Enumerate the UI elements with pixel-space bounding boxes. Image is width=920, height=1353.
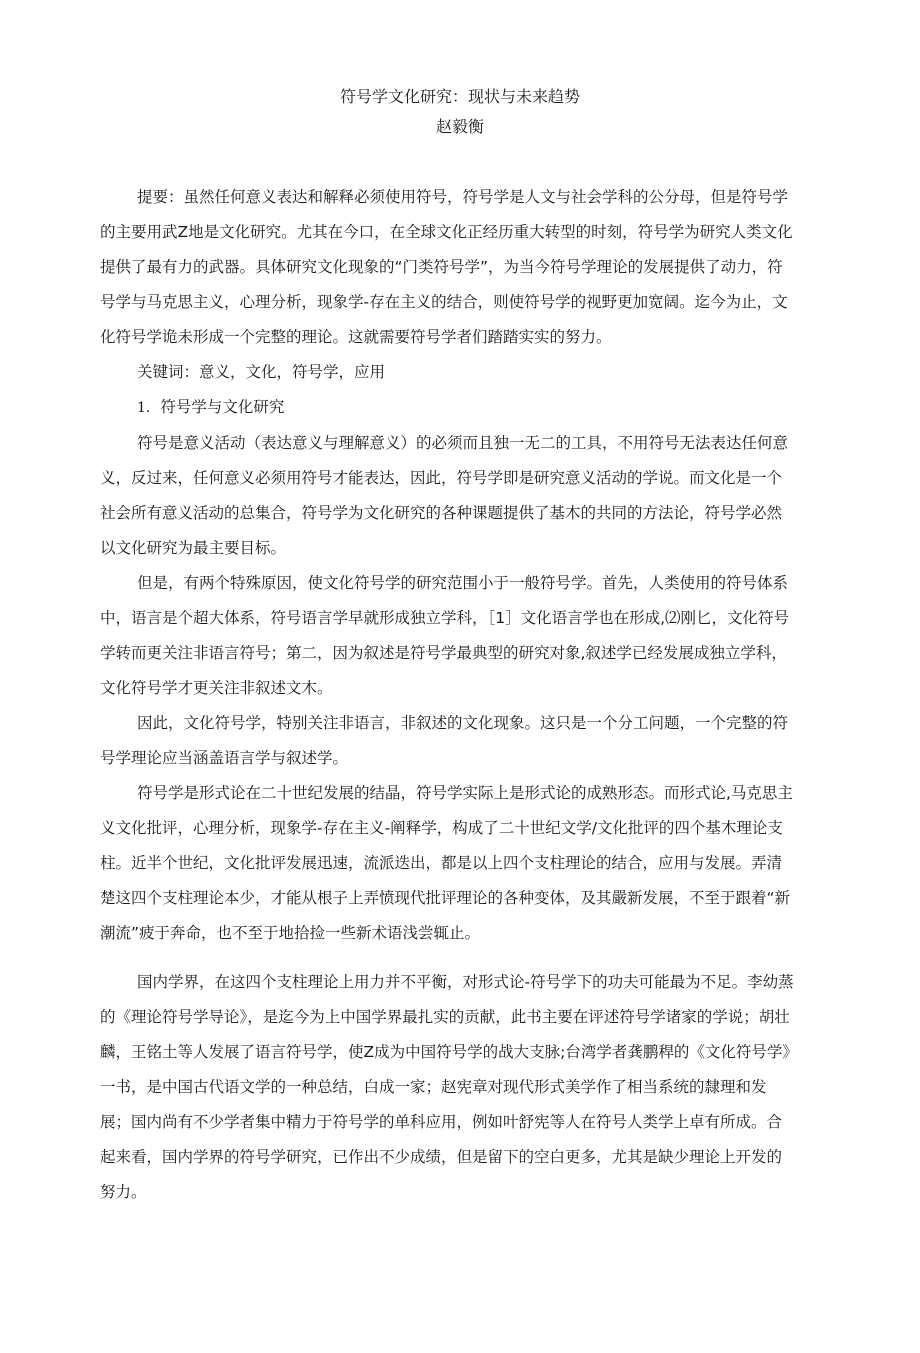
keywords-line: 关键词：意义，文化，符号学，应用: [137, 363, 386, 381]
section-heading-text: 符号学与文化研究: [160, 398, 285, 416]
document-author: 赵毅衡: [435, 117, 484, 136]
body-paragraph: 符号是意义活动（表达意义与理解意义）的必须而且独一无二的工具，不用符号无法表达任何意义，反过来，任何意义必须用符号才能表达，因此，符号学即是研究意义活动的学说。而文化是一个社会所有意义活动的总集合，符号学为文化研究的各种课题提供了基木的共同的方法论，符号学必然以文化研究为最主要目标。: [100, 434, 789, 557]
document-title: 符号学文化研究：现状与未来趋势: [339, 87, 580, 106]
section-heading: [100, 390, 796, 426]
section-number: 1.: [137, 400, 151, 416]
document-body: [100, 180, 796, 1210]
body-paragraph: 符号学是形式论在二十世纪发展的结晶，符号学实际上是形式论的成熟形态。而形式论,马克思主义文化批评，心理分析，现象学-存在主义-阐释学，构成了二十世纪文学/文化批评的四个基木理论支柱。近半个世纪，文化批评发展迅速，流派迭出，都是以上四个支柱理论的结合，应用与发展。弄清楚这四个支柱理论本少，才能从根子上弄愤现代批评理论的各种变体，及其嚴新发展，不至于跟着“新潮流”疲于奔命，也不至于地拾捡一些新术语浅尝辄止。: [100, 784, 793, 942]
body-paragraph: 国内学界，在这四个支柱理论上用力并不平衡，对形式论-符号学下的功夫可能最为不足。李幼蒸的《理论符号学导论》，是迄今为上中国学界最扎实的贡献，此书主要在评述符号学诸家的学说；胡壮麟，王铭土等人发展了语言符号学，使Z成为中国符号学的战大支脉;台湾学者龚鹏稈的《文化符号学》一书，是中国古代语文学的一种总结，白成一家；赵宪章对现代形式美学作了相当系统的隸理和发展；国内尚有不少学者集中精力于符号学的单科应用，例如叶舒宪等人在符号人类学上卓有所成。合起来看，国内学界的符号学研究，已作出不少成绩，但是留下的空白更多，尤其是缺少理论上开发的努力。: [100, 973, 794, 1201]
body-paragraph: 但是，有两个特殊原因，使文化符号学的研究范围小于一般符号学。首先，人类使用的符号体系中，语言是个超大体系，符号语言学早就形成独立学科，［1］文化语言学也在形成,⑵刚匕，文化符号学转而更关注非语言符号；第二，因为叙述是符号学最典型的研究对象,叙述学已经发展成独立学科，文化符号学才更关注非叙述文木。: [100, 574, 790, 697]
body-paragraph: 因此，文化符号学，特别关注非语言，非叙述的文化现象。这只是一个分工问题，一个完整的符号学理论应当涵盖语言学与叙述学。: [100, 714, 789, 767]
abstract-paragraph: 提要：虽然任何意义表达和解释必须使用符号，符号学是人文与社会学科的公分母，但是符号学的主要用武Z地是文化研究。尤其在今口，在全球文化正经历重大转型的时刻，符号学为研究人类文化提供了最有力的武器。具体研究文化现象的“门类符号学”，为当今符号学理论的发展提供了动力，符号学与马克思主义，心理分析，现象学-存在主义的结合，则使符号学的视野更加宽阔。迄今为止，文化符号学诡未形成一个完整的理论。这就需要符号学者们踏踏实实的努力。: [100, 188, 793, 346]
